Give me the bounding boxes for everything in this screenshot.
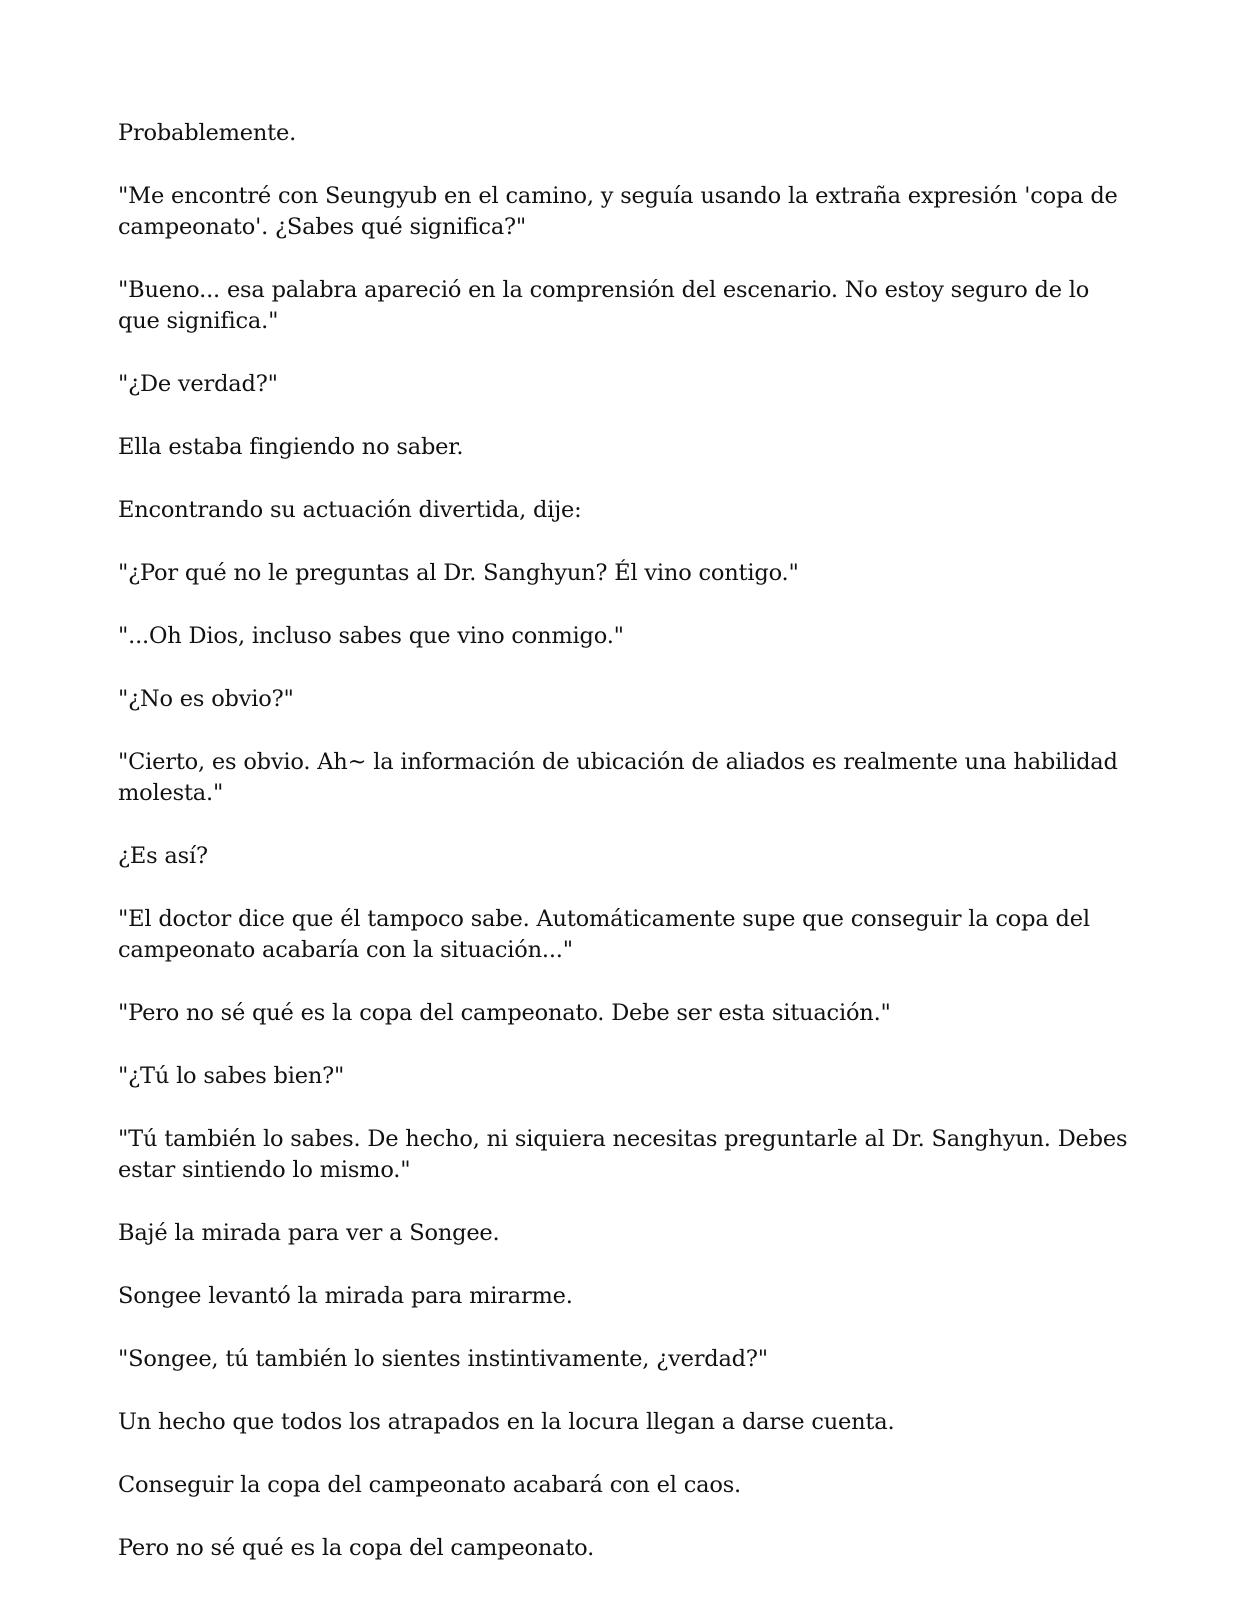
paragraph: "¿De verdad?" (118, 371, 278, 397)
paragraph: Songee levantó la mirada para mirarme. (118, 1283, 573, 1309)
paragraph: "¿Por qué no le preguntas al Dr. Sanghyun? Él vino contigo." (118, 560, 799, 586)
paragraph: ¿Es así? (118, 843, 208, 869)
paragraph: Bajé la mirada para ver a Songee. (118, 1220, 500, 1246)
paragraph: "Bueno... esa palabra apareció en la comprensión del escenario. No estoy seguro de lo que significa." (118, 277, 1090, 334)
paragraph: "Tú también lo sabes. De hecho, ni siquiera necesitas preguntarle al Dr. Sanghyun. Debes estar sintiendo lo mismo." (118, 1126, 1128, 1183)
paragraph: Conseguir la copa del campeonato acabará con el caos. (118, 1472, 742, 1498)
paragraph: Encontrando su actuación divertida, dije: (118, 497, 582, 523)
paragraph: "Pero no sé qué es la copa del campeonato. Debe ser esta situación." (118, 1000, 891, 1026)
document-body (118, 118, 1128, 1596)
paragraph: "¿Tú lo sabes bien?" (118, 1063, 345, 1089)
paragraph: Pero no sé qué es la copa del campeonato. (118, 1535, 595, 1561)
paragraph: Ella estaba fingiendo no saber. (118, 434, 464, 460)
paragraph: Probablemente. (118, 120, 297, 146)
paragraph: "¿No es obvio?" (118, 686, 294, 712)
paragraph: "El doctor dice que él tampoco sabe. Automáticamente supe que conseguir la copa del campeonato acabaría con la situación..." (118, 906, 1090, 963)
paragraph: "Songee, tú también lo sientes instintivamente, ¿verdad?" (118, 1346, 768, 1372)
paragraph: "Me encontré con Seungyub en el camino, y seguía usando la extraña expresión 'copa de campeonato'. ¿Sabes qué significa?" (118, 183, 1118, 240)
paragraph: "Cierto, es obvio. Ah~ la información de ubicación de aliados es realmente una habilidad molesta." (118, 749, 1118, 806)
paragraph: "...Oh Dios, incluso sabes que vino conmigo." (118, 623, 624, 649)
paragraph: Un hecho que todos los atrapados en la locura llegan a darse cuenta. (118, 1409, 895, 1435)
